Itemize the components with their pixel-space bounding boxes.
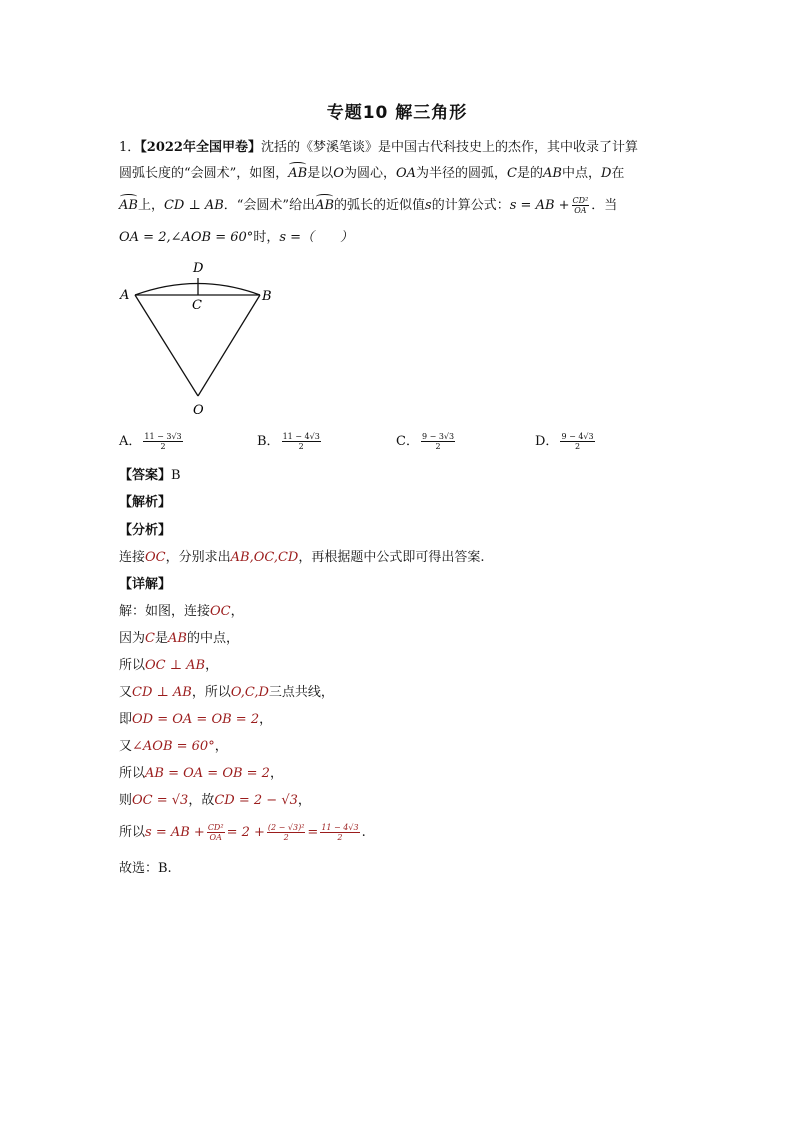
math-expr: CD = 2 − √3 — [214, 793, 298, 808]
option-fraction — [560, 432, 594, 451]
text: 三点共线， — [268, 685, 334, 700]
text: ， — [297, 793, 311, 808]
solution-step-7 — [119, 764, 283, 784]
option-fraction — [143, 432, 182, 451]
point-label-d: D — [193, 261, 204, 276]
arc-ab-symbol: AB — [315, 196, 334, 216]
point-label-c: C — [192, 298, 202, 313]
formula-lhs: s = AB + — [509, 198, 570, 213]
question-line-2 — [119, 164, 624, 184]
option-letter: D． — [535, 434, 559, 449]
option-a[interactable] — [119, 430, 185, 451]
solution-step-2 — [119, 629, 239, 649]
option-letter: A． — [119, 434, 142, 449]
math-expr: OC — [210, 604, 231, 619]
arc-ab-symbol: AB — [288, 164, 307, 184]
fraction-denominator: OA — [574, 206, 587, 215]
solution-step-3 — [119, 656, 218, 676]
question-text: 沈括的《梦溪笔谈》是中国古代科技史上的杰作，其中收录了计算 — [260, 140, 638, 155]
point-label-b: B — [262, 289, 272, 304]
math-var: s — [425, 198, 432, 213]
fraction-numerator: CD² — [207, 823, 224, 832]
question-text: 为半径的圆弧， — [416, 166, 508, 181]
option-fraction — [421, 432, 455, 451]
math-var: C — [507, 166, 517, 181]
math-expr: s = AB + — [145, 825, 205, 840]
fraction-numerator: 11 − 4√3 — [321, 823, 359, 832]
formula-fraction — [572, 196, 590, 215]
math-var: OA — [395, 166, 416, 181]
math-expr: AB — [167, 631, 187, 646]
math-var: D — [600, 166, 612, 181]
question-source: 【2022年全国甲卷】 — [140, 140, 261, 155]
option-d[interactable] — [535, 430, 597, 451]
text: 则 — [119, 793, 133, 808]
fraction — [267, 823, 306, 842]
option-c[interactable] — [396, 430, 457, 451]
question-text: 上， — [137, 198, 164, 213]
answer-line — [119, 466, 181, 486]
fraction-denominator: 2 — [283, 833, 289, 842]
text: 因为 — [119, 631, 146, 646]
fraction-denominator: 2 — [160, 442, 166, 451]
fraction-numerator: 9 − 4√3 — [561, 432, 594, 441]
math-expr: s =（ ） — [279, 230, 354, 245]
fraction-denominator: 2 — [435, 442, 441, 451]
question-line-3 — [119, 196, 617, 216]
solution-step-8 — [119, 791, 311, 811]
fenxi-heading: 【分析】 — [119, 523, 172, 538]
text: ，所以 — [191, 685, 231, 700]
fraction-denominator: 2 — [574, 442, 581, 451]
fraction-numerator: 9 − 3√3 — [421, 432, 455, 441]
fraction-numerator: CD² — [572, 196, 589, 205]
point-label-a: A — [120, 288, 130, 303]
question-text: 是的 — [516, 166, 543, 181]
text: ， — [269, 766, 283, 781]
solution-step-4 — [119, 683, 334, 703]
text: ， — [214, 739, 228, 754]
math-var: O — [333, 166, 344, 181]
text: 解：如图，连接 — [119, 604, 211, 619]
segment-oa — [135, 295, 198, 396]
text: 又 — [119, 739, 133, 754]
question-text: 在 — [611, 166, 625, 181]
fraction-denominator: 2 — [337, 833, 343, 842]
math-expr: O,C,D — [230, 685, 269, 700]
math-expr: OA = 2,∠AOB = 60° — [119, 230, 254, 245]
text: ， — [205, 658, 219, 673]
solution-step-9 — [119, 823, 366, 843]
question-text: 为圆心， — [343, 166, 396, 181]
fraction — [207, 823, 225, 842]
fenxi-text — [119, 548, 485, 568]
text: ，故 — [188, 793, 215, 808]
math-var: AB — [542, 166, 562, 181]
option-letter: B． — [257, 434, 280, 449]
page-title: 专题10 解三角形 — [326, 103, 468, 123]
solution-step-6 — [119, 737, 228, 757]
fraction-numerator: 11 − 3√3 — [144, 432, 182, 441]
question-text: 圆弧长度的“会圆术”，如图， — [119, 166, 289, 181]
option-letter: C． — [396, 434, 419, 449]
text: ，再根据题中公式即可得出答案. — [298, 550, 485, 565]
point-label-o: O — [193, 403, 204, 418]
math-expr: C — [145, 631, 155, 646]
question-text: ．“会圆术”给出 — [223, 198, 316, 213]
math-expr: = — [307, 825, 319, 840]
math-expr: CD ⊥ AB — [132, 685, 192, 700]
text: 又 — [119, 685, 133, 700]
text: ， — [259, 712, 273, 727]
question-number: 1． — [119, 140, 141, 155]
answer-value: B — [171, 468, 181, 483]
question-text: 中点， — [561, 166, 601, 181]
fraction-denominator: 2 — [298, 442, 304, 451]
question-text: 时， — [253, 230, 280, 245]
segment-ob — [198, 295, 260, 396]
text: ， — [230, 604, 244, 619]
math-expr: AB = OA = OB = 2 — [145, 766, 270, 781]
solution-conclusion: 故选：B. — [119, 861, 172, 876]
fraction-numerator: (2 − √3)² — [267, 823, 305, 832]
fraction-denominator: OA — [209, 833, 222, 842]
question-text: 的弧长的近似值 — [334, 198, 426, 213]
text: 的中点， — [186, 631, 239, 646]
text: . — [361, 825, 366, 840]
text: 是 — [154, 631, 168, 646]
question-text: 的计算公式： — [431, 198, 510, 213]
question-line-4 — [119, 228, 353, 248]
solution-step-1 — [119, 602, 244, 622]
question-text: ．当 — [591, 198, 618, 213]
math-expr: OD = OA = OB = 2 — [132, 712, 260, 727]
math-expr: = 2 + — [226, 825, 265, 840]
option-fraction — [282, 432, 321, 451]
text: 连接 — [119, 550, 146, 565]
solution-step-5 — [119, 710, 272, 730]
math-expr: OC — [145, 550, 166, 565]
option-b[interactable] — [257, 430, 323, 451]
math-expr: OC = √3 — [132, 793, 189, 808]
text: 所以 — [119, 825, 146, 840]
answer-label: 【答案】 — [119, 468, 172, 483]
question-text: 是以 — [307, 166, 334, 181]
fraction-numerator: 11 − 4√3 — [282, 432, 320, 441]
math-expr: OC ⊥ AB — [145, 658, 206, 673]
text: 所以 — [119, 766, 146, 781]
math-expr: CD ⊥ AB — [163, 198, 224, 213]
fraction — [320, 823, 359, 842]
math-expr: ∠AOB = 60° — [132, 739, 215, 754]
geometry-figure — [115, 255, 285, 425]
text: 所以 — [119, 658, 146, 673]
jiexi-heading: 【解析】 — [119, 495, 172, 510]
text: ，分别求出 — [165, 550, 231, 565]
xiangjie-heading: 【详解】 — [119, 577, 172, 592]
question-line-1 — [119, 138, 638, 158]
text: 即 — [119, 712, 133, 727]
math-expr: AB,OC,CD — [230, 550, 299, 565]
arc-ab-symbol: AB — [119, 196, 138, 216]
